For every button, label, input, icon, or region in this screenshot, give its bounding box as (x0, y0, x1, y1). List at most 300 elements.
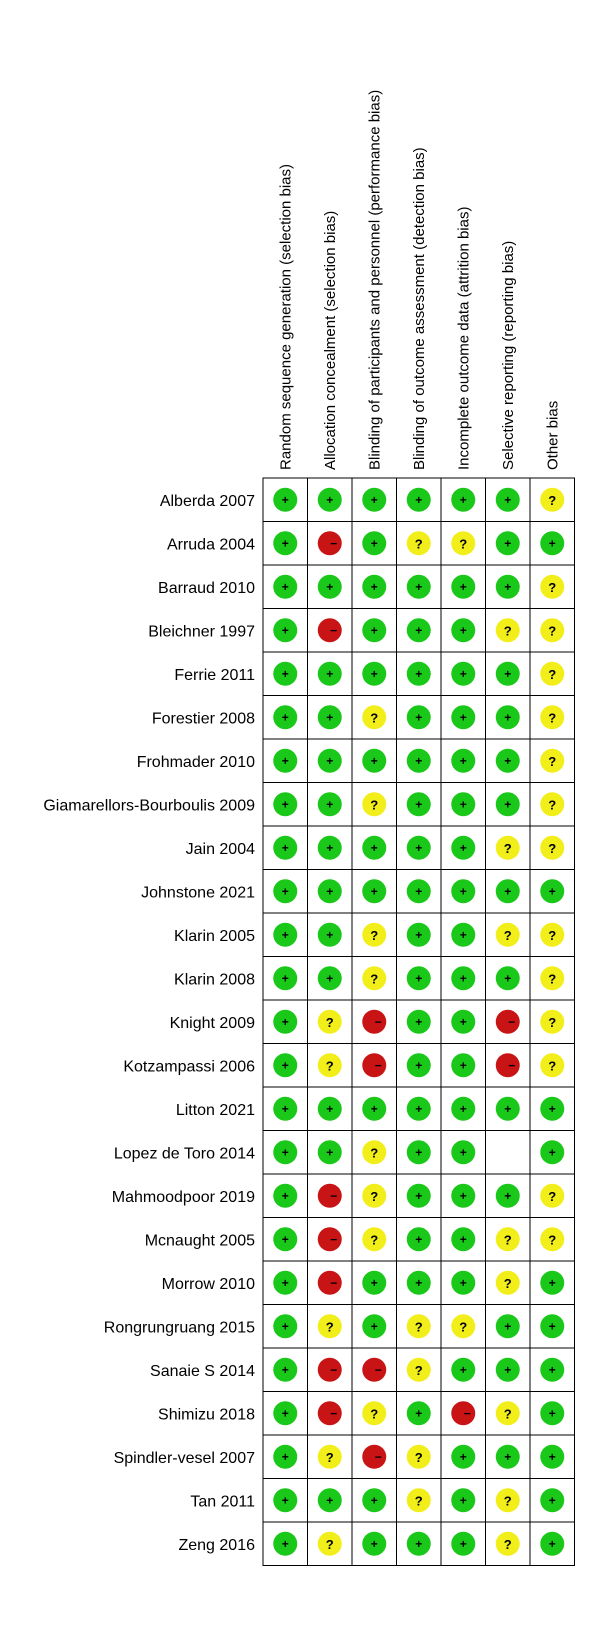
rating-symbol: + (459, 884, 467, 899)
rating-symbol: + (504, 492, 512, 507)
rating-symbol: ? (370, 797, 379, 813)
rating-low (273, 705, 297, 729)
rating-symbol: + (370, 884, 378, 899)
rating-high (318, 1184, 342, 1208)
rating-low (273, 1314, 297, 1338)
rating-low (273, 1097, 297, 1121)
rating-symbol: + (548, 1319, 556, 1334)
rating-symbol: + (281, 1188, 289, 1203)
rating-symbol: + (459, 840, 467, 855)
rating-low (362, 836, 386, 860)
rating-symbol: + (370, 840, 378, 855)
rating-symbol: + (415, 1014, 423, 1029)
rating-symbol: + (415, 1406, 423, 1421)
study-label: Tan 2011 (190, 1493, 255, 1511)
rating-low (540, 879, 564, 903)
rating-low (451, 1358, 475, 1382)
rating-symbol: + (504, 536, 512, 551)
rating-high (318, 1401, 342, 1425)
rating-unclear (540, 966, 564, 990)
rating-low (407, 879, 431, 903)
rating-symbol: + (459, 1101, 467, 1116)
rating-symbol: + (370, 492, 378, 507)
rating-low (273, 1488, 297, 1512)
rating-low (362, 575, 386, 599)
rating-low (362, 1097, 386, 1121)
rating-symbol: ? (459, 1319, 468, 1335)
rating-symbol: + (370, 623, 378, 638)
rating-symbol: − (463, 1406, 471, 1421)
rating-symbol: − (508, 1014, 516, 1029)
study-labels (43, 493, 255, 1554)
rating-symbol: ? (414, 1362, 423, 1378)
rating-unclear (318, 1053, 342, 1077)
rating-symbol: + (415, 579, 423, 594)
rating-unclear (496, 618, 520, 642)
rating-symbol: ? (370, 927, 379, 943)
rating-symbol: + (548, 1449, 556, 1464)
rating-low (540, 1314, 564, 1338)
rating-symbol: + (459, 1188, 467, 1203)
rating-low (540, 1532, 564, 1556)
rating-symbol: + (459, 1014, 467, 1029)
rating-low (451, 1010, 475, 1034)
rating-unclear (496, 1488, 520, 1512)
rating-symbol: + (548, 1406, 556, 1421)
rating-unclear (318, 1532, 342, 1556)
rating-low (318, 749, 342, 773)
rating-symbol: + (415, 623, 423, 638)
rating-symbol: + (415, 753, 423, 768)
rating-symbol: − (330, 1275, 338, 1290)
rating-symbol: + (326, 971, 334, 986)
rating-symbol: + (326, 1493, 334, 1508)
rating-unclear (407, 1488, 431, 1512)
rating-low (496, 1445, 520, 1469)
rating-symbol: ? (548, 971, 557, 987)
rating-high (318, 1358, 342, 1382)
rating-symbol: + (459, 1362, 467, 1377)
rating-symbol: + (281, 492, 289, 507)
rating-low (362, 1532, 386, 1556)
rating-symbol: + (548, 1145, 556, 1160)
rating-symbol: − (330, 536, 338, 551)
rating-low (496, 1184, 520, 1208)
rating-low (273, 836, 297, 860)
rating-unclear (362, 792, 386, 816)
rating-low (407, 662, 431, 686)
rating-symbol: ? (325, 1058, 334, 1074)
rating-symbol: + (504, 753, 512, 768)
rating-low (496, 575, 520, 599)
rating-symbol: + (326, 797, 334, 812)
rating-low (496, 1097, 520, 1121)
rating-low (451, 966, 475, 990)
rating-symbol: + (281, 1058, 289, 1073)
rating-symbol: + (326, 666, 334, 681)
rating-symbol: + (415, 492, 423, 507)
rating-low (318, 575, 342, 599)
rating-symbol: − (374, 1449, 382, 1464)
rating-low (407, 836, 431, 860)
rating-symbol: ? (548, 492, 557, 508)
rating-low (496, 705, 520, 729)
rating-unclear (496, 1271, 520, 1295)
domain-header: Incomplete outcome data (attrition bias) (455, 206, 473, 470)
rating-symbol: + (281, 1536, 289, 1551)
rating-high (362, 1445, 386, 1469)
rating-symbol: + (326, 1101, 334, 1116)
rating-unclear (362, 1401, 386, 1425)
rating-symbol: + (281, 884, 289, 899)
rating-symbol: ? (414, 1493, 423, 1509)
rating-low (273, 1271, 297, 1295)
rating-symbol: + (459, 1058, 467, 1073)
rating-low (407, 1184, 431, 1208)
rating-low (451, 705, 475, 729)
rating-low (540, 1488, 564, 1512)
rating-symbol: + (504, 884, 512, 899)
rating-symbol: − (374, 1362, 382, 1377)
study-label: Sanaie S 2014 (150, 1362, 255, 1380)
rating-symbol: ? (548, 753, 557, 769)
rating-symbol: + (370, 1493, 378, 1508)
rating-symbol: + (459, 1275, 467, 1290)
study-label: Spindler-vesel 2007 (113, 1449, 255, 1467)
rating-symbol: + (415, 797, 423, 812)
rating-low (362, 1271, 386, 1295)
rating-symbol: ? (370, 1232, 379, 1248)
rating-symbol: ? (503, 1232, 512, 1248)
rating-high (318, 1227, 342, 1251)
rating-low (451, 1227, 475, 1251)
rating-symbol: + (415, 710, 423, 725)
rating-symbol: + (459, 623, 467, 638)
rating-symbol: + (504, 666, 512, 681)
rating-symbol: + (281, 623, 289, 638)
rating-symbol: + (548, 1493, 556, 1508)
rating-low (540, 531, 564, 555)
rating-symbol: ? (325, 1536, 334, 1552)
rating-symbol: + (548, 536, 556, 551)
rating-low (540, 1358, 564, 1382)
rating-symbol: + (415, 927, 423, 942)
domain-headers (277, 90, 561, 470)
rating-low (273, 923, 297, 947)
rating-low (318, 705, 342, 729)
rating-symbol: + (415, 1536, 423, 1551)
rating-symbol: − (374, 1058, 382, 1073)
rating-symbol: ? (548, 579, 557, 595)
rating-symbol: + (370, 1275, 378, 1290)
rating-symbol: + (281, 797, 289, 812)
rating-low (407, 1227, 431, 1251)
rating-low (273, 1053, 297, 1077)
rating-symbol: + (459, 666, 467, 681)
rating-symbol: + (281, 753, 289, 768)
study-label: Klarin 2005 (174, 927, 255, 945)
rating-low (362, 618, 386, 642)
rating-symbol: + (459, 797, 467, 812)
domain-header: Blinding of outcome assessment (detection bias) (410, 147, 428, 470)
rating-low (273, 1010, 297, 1034)
rating-unclear (407, 1358, 431, 1382)
rating-low (318, 879, 342, 903)
rating-symbol: ? (548, 666, 557, 682)
domain-header: Selective reporting (reporting bias) (499, 240, 517, 470)
rating-low (451, 1053, 475, 1077)
rating-symbol: ? (503, 623, 512, 639)
rating-symbol: + (459, 1232, 467, 1247)
rating-low (407, 705, 431, 729)
rating-unclear (318, 1445, 342, 1469)
rating-low (496, 966, 520, 990)
rating-low (362, 662, 386, 686)
rating-low (540, 1097, 564, 1121)
rating-symbol: + (415, 1101, 423, 1116)
rating-low (451, 749, 475, 773)
study-label: Alberda 2007 (159, 492, 255, 510)
rating-symbol: + (281, 579, 289, 594)
study-label: Forestier 2008 (151, 710, 255, 728)
rating-symbol: + (326, 927, 334, 942)
rating-high (362, 1010, 386, 1034)
rating-unclear (540, 488, 564, 512)
rating-low (451, 1184, 475, 1208)
rating-symbol: + (281, 1275, 289, 1290)
rating-low (273, 1358, 297, 1382)
rating-symbol: + (326, 1145, 334, 1160)
rating-symbol: ? (548, 1188, 557, 1204)
rating-low (407, 792, 431, 816)
rating-low (318, 966, 342, 990)
study-label: Zeng 2016 (178, 1536, 255, 1554)
study-label: Giamarellors-Bourboulis 2009 (43, 797, 255, 815)
rating-unclear (496, 1227, 520, 1251)
rating-high (496, 1053, 520, 1077)
rating-high (318, 531, 342, 555)
rating-low (407, 1401, 431, 1425)
rating-low (273, 575, 297, 599)
rating-low (451, 1097, 475, 1121)
rating-low (451, 1445, 475, 1469)
rating-symbol: + (504, 1319, 512, 1334)
rating-symbol: + (548, 1536, 556, 1551)
rating-symbol: + (281, 1362, 289, 1377)
rating-unclear (540, 618, 564, 642)
rating-unclear (362, 1227, 386, 1251)
rating-symbol: + (548, 1362, 556, 1377)
rating-symbol: + (370, 753, 378, 768)
domain-header: Other bias (544, 400, 562, 470)
rating-low (273, 488, 297, 512)
rating-symbol: + (459, 710, 467, 725)
rating-high (362, 1358, 386, 1382)
rating-symbol: + (281, 1493, 289, 1508)
rating-low (273, 749, 297, 773)
rating-symbol: ? (548, 710, 557, 726)
rating-symbol: + (281, 840, 289, 855)
rating-symbol: − (508, 1058, 516, 1073)
rating-symbol: + (504, 710, 512, 725)
rating-symbol: + (370, 536, 378, 551)
rating-low (451, 662, 475, 686)
rating-unclear (540, 749, 564, 773)
rating-symbol: ? (503, 1536, 512, 1552)
rating-symbol: − (330, 1362, 338, 1377)
rating-low (451, 575, 475, 599)
rating-symbol: ? (548, 1014, 557, 1030)
rating-symbol: ? (370, 710, 379, 726)
rating-unclear (362, 966, 386, 990)
domain-header: Allocation concealment (selection bias) (321, 210, 339, 470)
rating-symbol: ? (459, 536, 468, 552)
rating-unclear (540, 1227, 564, 1251)
rating-low (407, 749, 431, 773)
study-label: Ferrie 2011 (174, 666, 255, 684)
rating-low (407, 1271, 431, 1295)
rating-low (318, 488, 342, 512)
rating-low (407, 923, 431, 947)
rating-unclear (407, 531, 431, 555)
study-label: Shimizu 2018 (158, 1406, 255, 1424)
rating-symbol: + (281, 1319, 289, 1334)
rating-low (407, 1140, 431, 1164)
rating-symbol: + (415, 666, 423, 681)
rating-symbol: ? (548, 840, 557, 856)
rating-low (362, 1314, 386, 1338)
rating-symbol: − (330, 1232, 338, 1247)
rating-symbol: ? (325, 1449, 334, 1465)
study-label: Morrow 2010 (161, 1275, 255, 1293)
rating-symbol: + (326, 884, 334, 899)
rating-symbol: + (504, 971, 512, 986)
rating-symbol: ? (370, 1188, 379, 1204)
rating-symbol: + (281, 710, 289, 725)
rating-symbol: − (374, 1014, 382, 1029)
rating-low (451, 1488, 475, 1512)
rating-symbol: + (281, 1449, 289, 1464)
rating-low (362, 531, 386, 555)
rating-symbol: ? (548, 927, 557, 943)
rating-symbol: + (504, 1449, 512, 1464)
rating-symbol: ? (414, 536, 423, 552)
rating-symbol: + (415, 840, 423, 855)
rating-symbol: ? (370, 971, 379, 987)
rating-symbol: + (326, 579, 334, 594)
domain-header: Random sequence generation (selection bias) (277, 163, 295, 470)
rating-low (496, 749, 520, 773)
rating-low (273, 1140, 297, 1164)
rating-high (362, 1053, 386, 1077)
rating-high (318, 618, 342, 642)
rating-unclear (362, 705, 386, 729)
study-label: Jain 2004 (185, 840, 255, 858)
rating-symbol: + (415, 1058, 423, 1073)
rating-symbol: ? (503, 1275, 512, 1291)
rating-low (496, 1358, 520, 1382)
rating-low (540, 1445, 564, 1469)
rating-symbol: + (459, 579, 467, 594)
rating-low (451, 1140, 475, 1164)
study-label: Frohmader 2010 (136, 753, 255, 771)
rating-symbol: + (370, 1319, 378, 1334)
rating-unclear (318, 1010, 342, 1034)
rating-symbol: ? (414, 1319, 423, 1335)
rating-low (451, 1532, 475, 1556)
rating-unclear (451, 1314, 475, 1338)
rating-unclear (318, 1314, 342, 1338)
rating-symbol: ? (325, 1319, 334, 1335)
rating-symbol: ? (503, 1493, 512, 1509)
rating-symbol: + (281, 536, 289, 551)
rating-unclear (496, 836, 520, 860)
rating-symbol: + (459, 492, 467, 507)
rating-low (451, 879, 475, 903)
rating-symbol: ? (548, 797, 557, 813)
rating-symbol: + (459, 753, 467, 768)
study-label: Litton 2021 (175, 1101, 255, 1119)
study-label: Lopez de Toro 2014 (113, 1145, 255, 1163)
study-label: Rongrungruang 2015 (103, 1319, 255, 1337)
rating-low (407, 488, 431, 512)
rating-symbol: + (415, 1275, 423, 1290)
rating-unclear (540, 575, 564, 599)
rating-low (362, 879, 386, 903)
rating-unclear (362, 1140, 386, 1164)
rating-unclear (540, 1184, 564, 1208)
rating-symbol: − (330, 623, 338, 638)
rating-unclear (362, 923, 386, 947)
rating-low (273, 1184, 297, 1208)
study-label: Johnstone 2021 (141, 884, 255, 902)
rating-low (318, 1097, 342, 1121)
rating-symbol: ? (414, 1449, 423, 1465)
rating-symbol: + (281, 1406, 289, 1421)
rating-unclear (496, 923, 520, 947)
rating-low (318, 923, 342, 947)
study-label: Klarin 2008 (174, 971, 255, 989)
rating-symbol: + (459, 1493, 467, 1508)
rating-low (273, 1445, 297, 1469)
rating-symbol: + (548, 884, 556, 899)
rating-symbol: + (415, 1145, 423, 1160)
rating-low (407, 575, 431, 599)
study-label: Mcnaught 2005 (144, 1232, 255, 1250)
rating-symbol: + (548, 1275, 556, 1290)
rating-unclear (540, 705, 564, 729)
rating-unclear (496, 1401, 520, 1425)
rating-low (407, 1097, 431, 1121)
rating-unclear (362, 1184, 386, 1208)
rating-symbol: + (459, 1145, 467, 1160)
rating-low (451, 488, 475, 512)
rating-symbol: − (330, 1188, 338, 1203)
rating-symbol: + (281, 666, 289, 681)
rating-symbol: + (281, 1145, 289, 1160)
rating-low (318, 1488, 342, 1512)
rating-unclear (540, 836, 564, 860)
rating-low (540, 1140, 564, 1164)
rating-low (451, 836, 475, 860)
rating-low (496, 1314, 520, 1338)
rating-unclear (407, 1314, 431, 1338)
rating-unclear (540, 1053, 564, 1077)
rating-low (273, 1401, 297, 1425)
rating-low (407, 1532, 431, 1556)
rating-low (407, 1010, 431, 1034)
rating-symbol: + (504, 1101, 512, 1116)
